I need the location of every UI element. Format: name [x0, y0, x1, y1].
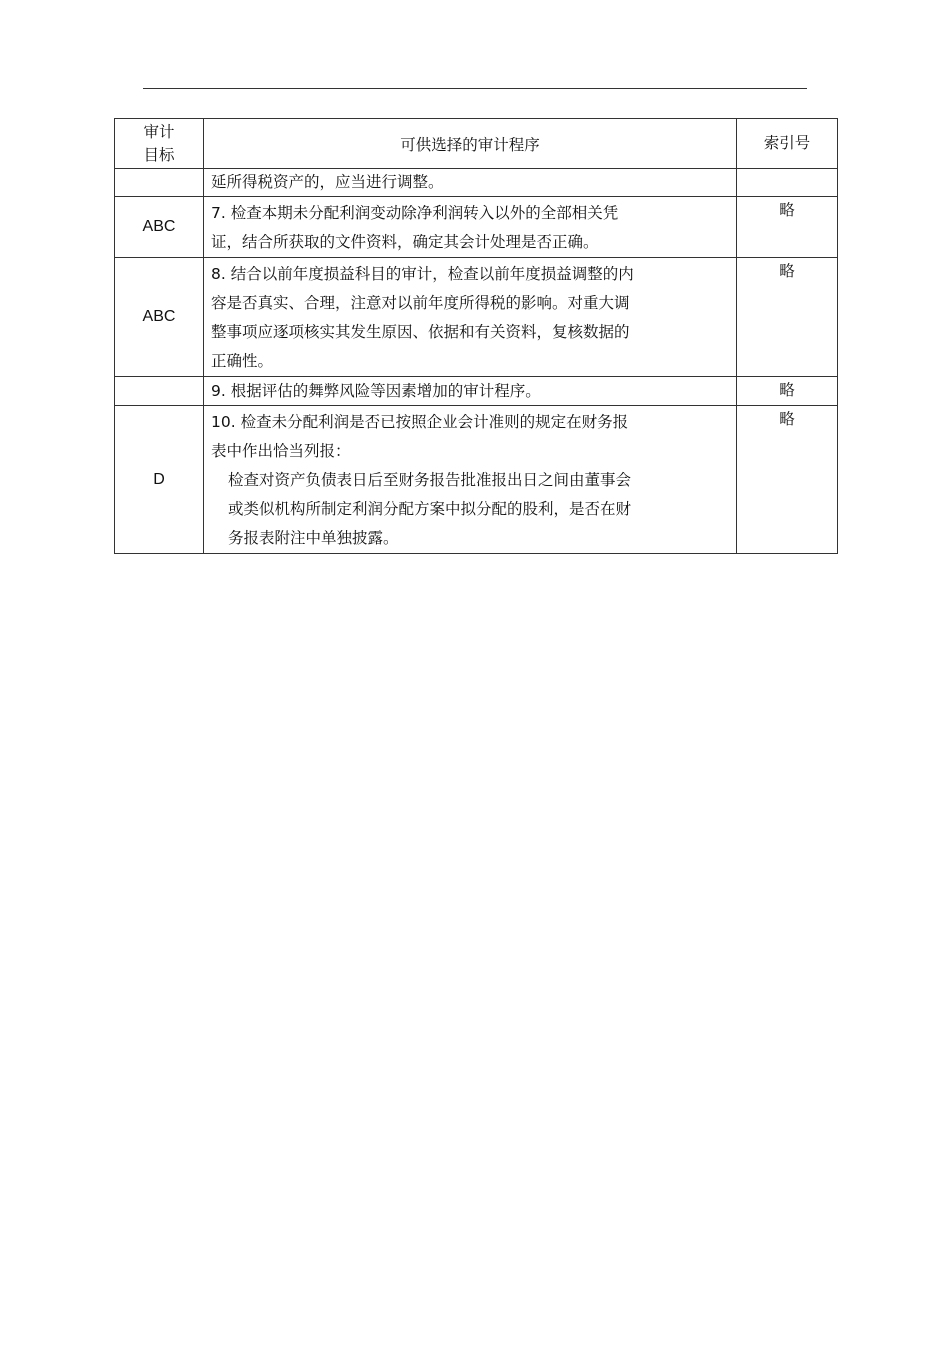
row-procedure — [204, 406, 737, 554]
table-row — [115, 258, 838, 377]
table-row — [115, 377, 838, 406]
header-objective-line1: 审计 — [143, 122, 175, 141]
table-header-row — [115, 119, 838, 169]
procedure-line: 正确性。 — [211, 352, 274, 370]
row-index: 略 — [737, 258, 838, 377]
row-objective: ABC — [115, 258, 204, 377]
row-procedure — [204, 197, 737, 258]
row-index — [737, 169, 838, 197]
table-row — [115, 197, 838, 258]
top-rule — [143, 88, 807, 89]
procedure-sub-line: 务报表附注中单独披露。 — [228, 529, 399, 547]
table-row — [115, 406, 838, 554]
row-objective: ABC — [115, 197, 204, 258]
header-objective-line2: 目标 — [143, 145, 175, 164]
row-objective — [115, 377, 204, 406]
procedure-line: 表中作出恰当列报： — [211, 442, 351, 460]
row-index: 略 — [737, 406, 838, 554]
procedure-line: 证，结合所获取的文件资料，确定其会计处理是否正确。 — [211, 233, 599, 251]
header-index: 索引号 — [737, 119, 838, 169]
row-procedure — [204, 258, 737, 377]
procedure-line: 延所得税资产的，应当进行调整。 — [211, 173, 444, 191]
procedure-line: 8. 结合以前年度损益科目的审计，检查以前年度损益调整的内 — [211, 265, 634, 283]
row-index: 略 — [737, 377, 838, 406]
header-procedure: 可供选择的审计程序 — [204, 119, 737, 169]
procedure-line: 整事项应逐项核实其发生原因、依据和有关资料，复核数据的 — [211, 323, 630, 341]
row-objective: D — [115, 406, 204, 554]
procedure-line: 10. 检查未分配利润是否已按照企业会计准则的规定在财务报 — [211, 413, 629, 431]
header-audit-objective — [115, 119, 204, 169]
row-index: 略 — [737, 197, 838, 258]
procedure-line: 9. 根据评估的舞弊风险等因素增加的审计程序。 — [211, 382, 541, 400]
procedure-sub-line: 或类似机构所制定利润分配方案中拟分配的股利，是否在财 — [228, 500, 632, 518]
procedure-line: 7. 检查本期未分配利润变动除净利润转入以外的全部相关凭 — [211, 204, 619, 222]
procedure-sub-line: 检查对资产负债表日后至财务报告批准报出日之间由董事会 — [228, 471, 632, 489]
row-procedure — [204, 169, 737, 197]
procedure-line: 容是否真实、合理，注意对以前年度所得税的影响。对重大调 — [211, 294, 630, 312]
row-objective — [115, 169, 204, 197]
table-row — [115, 169, 838, 197]
audit-procedures-table — [114, 118, 838, 554]
row-procedure — [204, 377, 737, 406]
